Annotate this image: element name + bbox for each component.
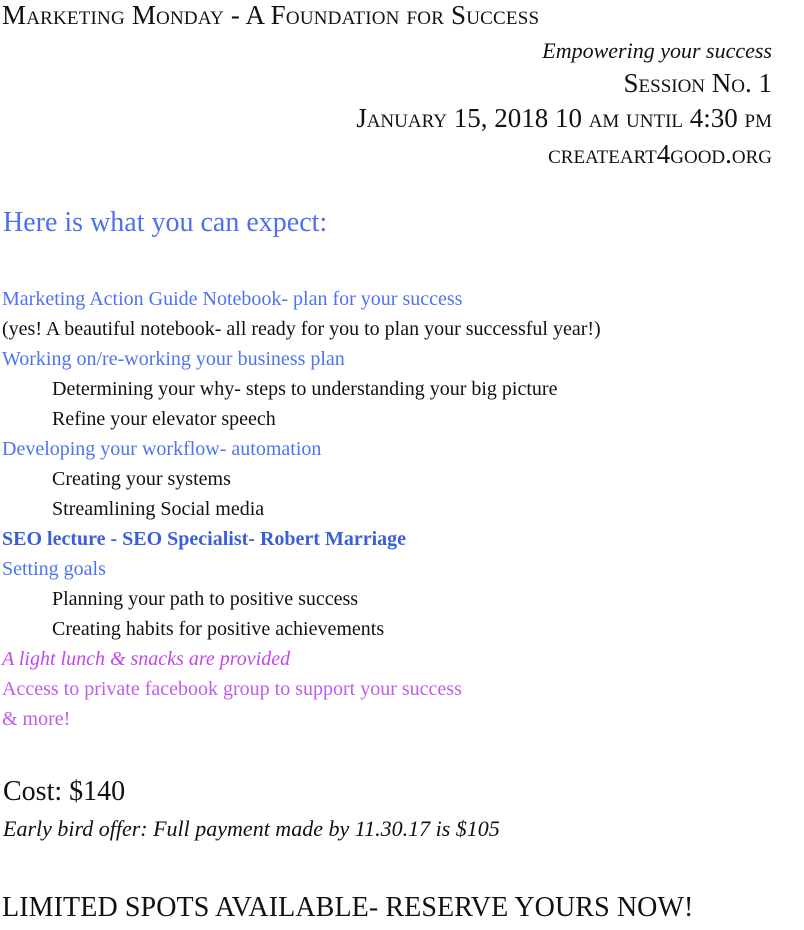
- agenda-item: & more!: [2, 708, 71, 730]
- agenda-item: Setting goals: [2, 558, 106, 580]
- agenda-item: Marketing Action Guide Notebook- plan for your success: [2, 288, 463, 310]
- agenda-item: Creating habits for positive achievements: [52, 618, 385, 640]
- agenda-list: [2, 284, 802, 734]
- reserve-callout: LIMITED SPOTS AVAILABLE- RESERVE YOURS NOW!: [2, 892, 694, 923]
- expect-heading: Here is what you can expect:: [3, 207, 328, 238]
- agenda-item: Access to private facebook group to support your success: [2, 678, 462, 700]
- website-link[interactable]: createart4good.org: [548, 139, 772, 169]
- agenda-item: Determining your why- steps to understanding your big picture: [52, 378, 558, 400]
- cost-line: Cost: $140: [3, 776, 126, 807]
- agenda-item: A light lunch & snacks are provided: [2, 648, 291, 670]
- event-title: Marketing Monday - A Foundation for Success: [2, 0, 540, 30]
- agenda-item: Streamlining Social media: [52, 498, 265, 520]
- event-tagline: Empowering your success: [542, 38, 772, 63]
- agenda-item: Developing your workflow- automation: [2, 438, 322, 460]
- agenda-item: Refine your elevator speech: [52, 408, 276, 430]
- event-date: January 15, 2018 10 am until 4:30 pm: [356, 103, 772, 133]
- agenda-item: Working on/re-working your business plan: [2, 348, 345, 370]
- session-number: Session No. 1: [623, 68, 772, 98]
- agenda-item: Planning your path to positive success: [52, 588, 359, 610]
- early-bird-offer: Early bird offer: Full payment made by 11.30.17 is $105: [3, 816, 500, 841]
- agenda-item: Creating your systems: [52, 468, 231, 490]
- agenda-item: SEO lecture - SEO Specialist- Robert Marriage: [2, 528, 407, 550]
- agenda-item: (yes! A beautiful notebook- all ready for you to plan your successful year!): [2, 318, 601, 340]
